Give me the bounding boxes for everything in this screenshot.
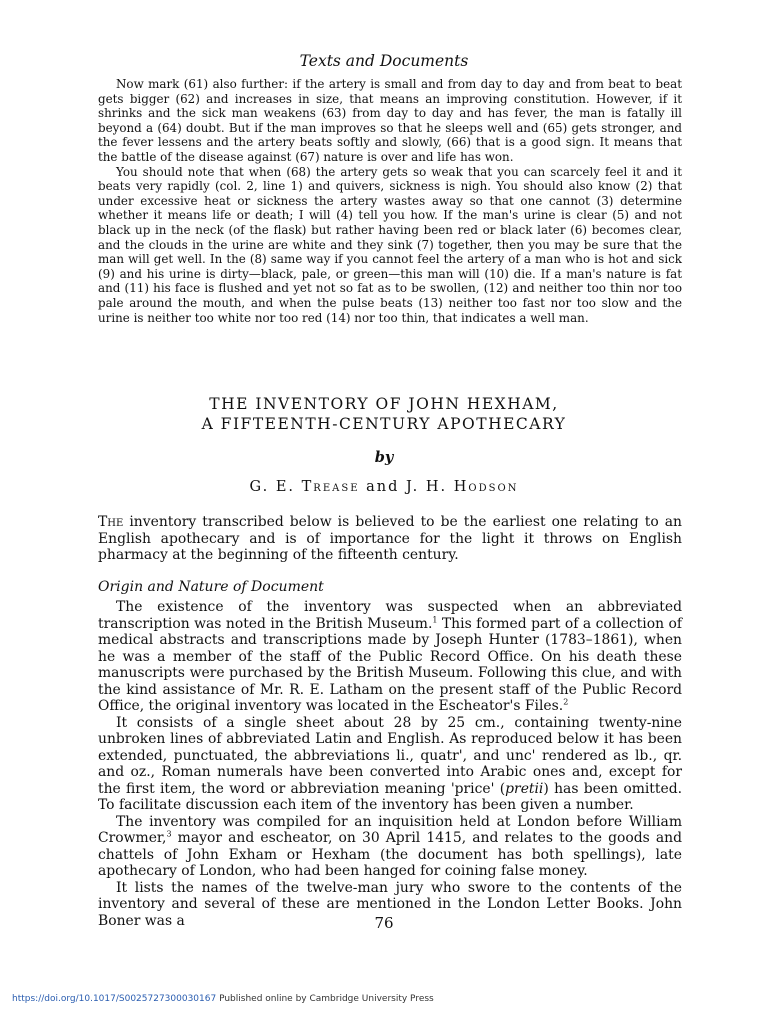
published-note: Published online by Cambridge University Press <box>216 994 434 1004</box>
body-paragraph-2 <box>98 715 682 814</box>
footer <box>12 994 434 1004</box>
footnote-ref-1: 1 <box>432 614 438 624</box>
p3-text-a: The inventory was compiled for an inquisition held at London before William Crowmer, <box>98 813 682 846</box>
p3-text-b: mayor and escheator, on 30 April 1415, and relates to the goods and chattels of John Exham or Hexham (the document has both spellings), late apothecary of London, who had been hanged for coining false money. <box>98 830 682 879</box>
footnote-ref-2: 2 <box>563 697 569 707</box>
running-head: Texts and Documents <box>299 52 469 70</box>
author-2-initials: J. H. <box>406 479 454 495</box>
footnote-ref-3: 3 <box>166 829 172 839</box>
body-text <box>98 599 682 929</box>
intro-paragraph <box>98 514 682 564</box>
author-2-surname: Hodson <box>453 479 519 495</box>
p2-text-a: It consists of a single sheet about 28 by 25 cm., containing twenty-nine unbroken lines of abbreviated Latin and English. As reproduced below it has been extended, punctuated, the abbreviations li., quatr', and unc' rendered as lb., qr. and oz., Roman numerals have been converted into Arabic ones and, except for the first item, the word or abbreviation meaning 'price' ( <box>98 714 682 797</box>
by-line: by <box>374 449 394 466</box>
p1-text-a: The existence of the inventory was suspected when an abbreviated transcription was noted in the British Museum. <box>98 599 682 632</box>
authors <box>0 479 768 495</box>
intro-block <box>98 514 682 564</box>
author-1-surname: Trease <box>301 479 360 495</box>
p1-text-b: This formed part of a collection of medical abstracts and transcriptions made by Joseph Hunter (1783–1861), when he was a member of the staff of the Public Record Office. On his death these manuscripts were purchased by the British Museum. Following this clue, and with the kind assistance of Mr. R. E. Latham on the present staff of the Public Record Office, the original inventory was located in the Escheator's Files. <box>98 615 682 714</box>
article-title-line-1: THE INVENTORY OF JOHN HEXHAM, <box>209 395 559 413</box>
page-number: 76 <box>374 914 394 932</box>
p2-text-b: ) has been omitted. To facilitate discussion each item of the inventory has been given a number. <box>98 780 682 813</box>
p2-italic: pretii <box>505 780 544 797</box>
intro-lead: The <box>98 514 124 530</box>
author-1-initials: G. E. <box>249 479 302 495</box>
continuation-text <box>98 77 682 325</box>
body-paragraph-1 <box>98 599 682 715</box>
continuation-paragraph-1: Now mark (61) also further: if the artery is small and from day to day and from beat to beat gets bigger (62) and increases in size, that means an improving constitution. However, if it shrinks and the sick man weakens (63) from day to day and has fever, the man is fatally ill beyond a (64) doubt. But if the man improves so that he sleeps well and (65) gets stronger, and the fever lessens and the artery beats softly and slowly, (66) that is a good sign. It means that the battle of the disease against (67) nature is over and life has won. <box>98 77 682 164</box>
body-paragraph-3 <box>98 814 682 880</box>
doi-link[interactable]: https://doi.org/10.1017/S0025727300030167 <box>12 994 217 1004</box>
intro-rest: inventory transcribed below is believed to be the earliest one relating to an English apothecary and is of importance for the light it throws on English pharmacy at the beginning of the fifteenth century. <box>98 514 682 563</box>
section-heading: Origin and Nature of Document <box>98 579 324 595</box>
authors-and: and <box>359 479 406 495</box>
continuation-paragraph-2: You should note that when (68) the artery gets so weak that you can scarcely feel it and it beats very rapidly (col. 2, line 1) and quivers, sickness is nigh. You should also know (2) that under excessive heat or sickness the artery wastes away so that one cannot (3) determine whether it means life or death; I will (4) tell you how. If the man's urine is clear (5) and not black up in the neck (of the flask) but rather having been red or black later (6) becomes clear, and the clouds in the urine are white and they sink (7) together, then you may be sure that the man will get well. In the (8) same way if you cannot feel the artery of a man who is hot and sick (9) and his urine is dirty—black, pale, or green—this man will (10) die. If a man's nature is fat and (11) his face is flushed and yet not so fat as to be swollen, (12) and neither too thin nor too pale around the mouth, and when the pulse beats (13) neither too fast nor too slow and the urine is neither too white nor too red (14) nor too thin, that indicates a well man. <box>98 164 682 325</box>
body-paragraph-4: It lists the names of the twelve-man jury who swore to the contents of the inventory and several of these are mentioned in the London Letter Books. John Boner was a <box>98 879 682 929</box>
article-title-line-2: A FIFTEENTH-CENTURY APOTHECARY <box>201 415 567 433</box>
